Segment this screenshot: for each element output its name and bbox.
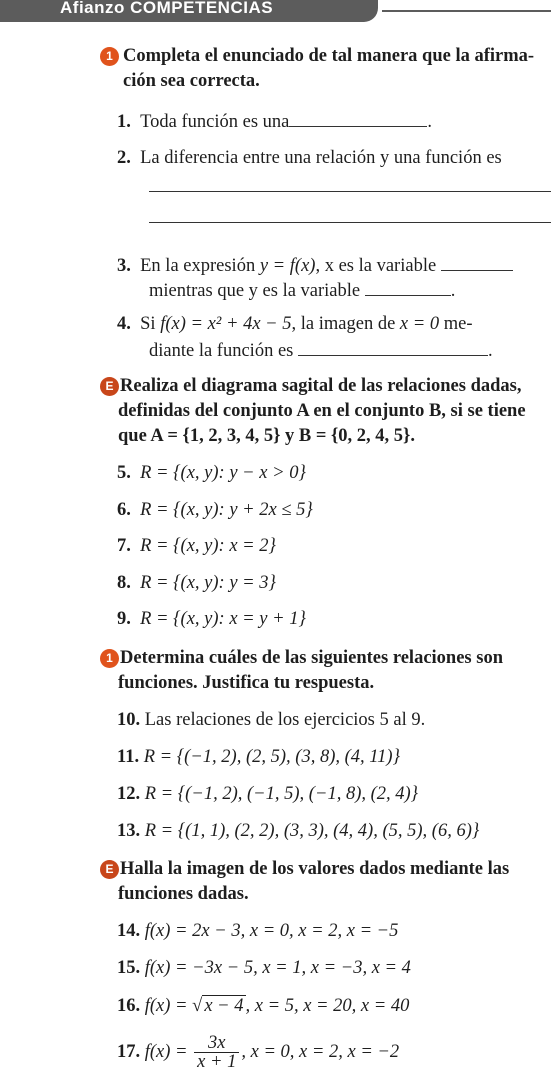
section-badge: 1 [100, 649, 119, 668]
answer-blank[interactable] [298, 337, 488, 356]
exercise-3-line-2: mientras que y es la variable . [149, 277, 455, 303]
answer-blank[interactable] [289, 108, 427, 127]
exercise-11: 11. R = {(−1, 2), (2, 5), (3, 8), (4, 11)} [117, 747, 400, 767]
exercise-13: 13. R = {(1, 1), (2, 2), (3, 3), (4, 4), (5, 5), (6, 6)} [117, 821, 480, 841]
exercise-14: 14. f(x) = 2x − 3, x = 0, x = 2, x = −5 [117, 921, 399, 941]
exercise-9: 9. R = {(x, y): x = y + 1} [117, 609, 306, 629]
exercise-16: 16. f(x) = √ x − 4 , x = 5, x = 20, x = 40 [117, 996, 410, 1016]
instruction-4-line-1: Halla la imagen de los valores dados mediante las [120, 859, 510, 879]
exercise-12: 12. R = {(−1, 2), (−1, 5), (−1, 8), (2, 4)} [117, 784, 419, 804]
instruction-2-line-2: definidas del conjunto A en el conjunto B, si se tiene [118, 401, 526, 421]
instruction-4-line-2: funciones dadas. [118, 884, 249, 904]
exercise-1: 1. Toda función es una . [117, 108, 432, 134]
exercise-8: 8. R = {(x, y): y = 3} [117, 573, 276, 593]
instruction-3-line-2: funciones. Justifica tu respuesta. [118, 673, 375, 693]
answer-line[interactable] [149, 222, 551, 223]
fraction: $\frac{3x}{x + 1}$ [194, 1034, 239, 1071]
exercise-7: 7. R = {(x, y): x = 2} [117, 536, 276, 556]
instruction-2-line-3: que A = {1, 2, 3, 4, 5} y B = {0, 2, 4, 5}. [118, 426, 415, 446]
answer-blank[interactable] [441, 252, 513, 271]
exercise-15: 15. f(x) = −3x − 5, x = 1, x = −3, x = 4 [117, 958, 411, 978]
exercise-10: 10. Las relaciones de los ejercicios 5 al 9. [117, 710, 426, 730]
section-badge: E [100, 860, 119, 879]
exercise-2: 2. La diferencia entre una relación y una función es [117, 148, 502, 168]
exercise-4: 4. Si f(x) = x² + 4x − 5, la imagen de x = 0 me- [117, 314, 473, 334]
answer-blank[interactable] [365, 277, 451, 296]
exercise-17: 17. f(x) = $\frac{3x}{x + 1}$ , x = 0, x = 2, x = −2 [117, 1033, 400, 1073]
exercise-6: 6. R = {(x, y): y + 2x ≤ 5} [117, 500, 313, 520]
section-badge: E [100, 377, 119, 396]
header-title: Afianzo COMPETENCIAS [60, 0, 274, 17]
exercise-4-line-2: diante la función es . [149, 337, 493, 363]
section-badge: 1 [100, 47, 119, 66]
instruction-2-line-1: Realiza el diagrama sagital de las relaciones dadas, [120, 376, 522, 396]
sqrt-symbol: √ [192, 996, 203, 1016]
exercise-5: 5. R = {(x, y): y − x > 0} [117, 463, 306, 483]
header-rule [382, 10, 551, 12]
header-banner [0, 0, 378, 22]
instruction-1-line-2: ción sea correcta. [123, 71, 260, 91]
instruction-3-line-1: Determina cuáles de las siguientes relaciones son [120, 648, 503, 668]
exercise-3: 3. En la expresión y = f(x), x es la variable [117, 252, 513, 278]
answer-line[interactable] [149, 191, 551, 192]
instruction-1-line-1: Completa el enunciado de tal manera que la afirma- [123, 46, 535, 66]
